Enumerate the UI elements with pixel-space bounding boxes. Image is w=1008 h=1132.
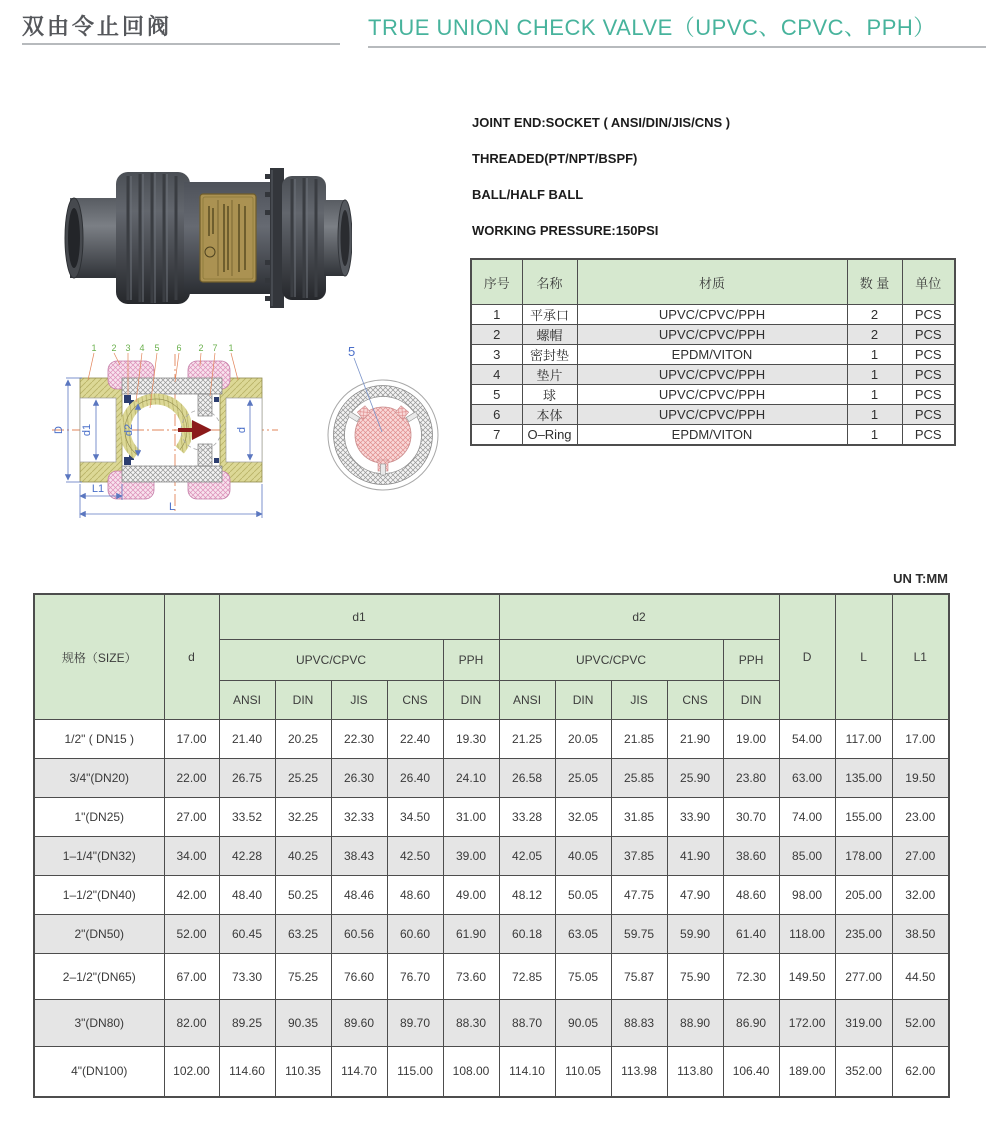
value-cell: 32.05 xyxy=(555,798,611,837)
callout-7: 7 xyxy=(212,343,218,353)
value-cell: 38.50 xyxy=(892,915,949,954)
dim-label-d1: d1 xyxy=(81,423,93,437)
value-cell: 60.18 xyxy=(499,915,555,954)
value-cell: 22.30 xyxy=(331,720,387,759)
value-cell: 72.85 xyxy=(499,954,555,1000)
value-cell: 54.00 xyxy=(779,720,835,759)
value-cell: 33.90 xyxy=(667,798,723,837)
parts-cell: UPVC/CPVC/PPH xyxy=(577,325,847,345)
value-cell: 88.30 xyxy=(443,1000,499,1047)
parts-row xyxy=(471,305,955,325)
value-cell: 41.90 xyxy=(667,837,723,876)
parts-cell: PCS xyxy=(902,425,955,446)
dimension-row xyxy=(34,720,949,759)
d2-std-ansi: ANSI xyxy=(499,681,555,720)
valve-label xyxy=(200,194,256,282)
value-cell: 85.00 xyxy=(779,837,835,876)
value-cell: 25.25 xyxy=(275,759,331,798)
detail-callout-5: 5 xyxy=(348,344,356,359)
value-cell: 20.05 xyxy=(555,720,611,759)
parts-col-unit: 单位 xyxy=(902,259,955,305)
value-cell: 75.05 xyxy=(555,954,611,1000)
value-cell: 32.33 xyxy=(331,798,387,837)
value-cell: 25.85 xyxy=(611,759,667,798)
d2-std-jis: JIS xyxy=(611,681,667,720)
value-cell: 34.50 xyxy=(387,798,443,837)
parts-cell: 1 xyxy=(847,425,902,446)
value-cell: 89.70 xyxy=(387,1000,443,1047)
parts-table-body xyxy=(471,305,955,446)
callout-4: 4 xyxy=(139,343,145,353)
parts-cell: PCS xyxy=(902,405,955,425)
value-cell: 88.70 xyxy=(499,1000,555,1047)
value-cell: 38.60 xyxy=(723,837,779,876)
value-cell: 48.40 xyxy=(219,876,275,915)
spec-threaded: THREADED(PT/NPT/BSPF) xyxy=(472,151,638,166)
value-cell: 117.00 xyxy=(835,720,892,759)
dimension-row xyxy=(34,1000,949,1047)
value-cell: 48.60 xyxy=(723,876,779,915)
value-cell: 42.00 xyxy=(164,876,219,915)
value-cell: 73.30 xyxy=(219,954,275,1000)
value-cell: 72.30 xyxy=(723,954,779,1000)
parts-cell: 1 xyxy=(847,345,902,365)
size-cell: 1/2" ( DN15 ) xyxy=(34,720,164,759)
value-cell: 47.90 xyxy=(667,876,723,915)
value-cell: 82.00 xyxy=(164,1000,219,1047)
page-title-chinese: 双由令止回阀 xyxy=(22,14,173,39)
value-cell: 40.25 xyxy=(275,837,331,876)
value-cell: 178.00 xyxy=(835,837,892,876)
d1-std-cns: CNS xyxy=(387,681,443,720)
value-cell: 114.70 xyxy=(331,1047,387,1097)
size-cell: 2–1/2"(DN65) xyxy=(34,954,164,1000)
d1-pph: PPH xyxy=(443,640,499,681)
parts-col-name: 名称 xyxy=(522,259,577,305)
dim-label-d2: d2 xyxy=(123,423,135,437)
value-cell: 50.05 xyxy=(555,876,611,915)
parts-cell: 6 xyxy=(471,405,522,425)
dim-label-d: d xyxy=(236,426,248,434)
value-cell: 88.90 xyxy=(667,1000,723,1047)
callout-3: 3 xyxy=(125,343,131,353)
value-cell: 114.60 xyxy=(219,1047,275,1097)
value-cell: 73.60 xyxy=(443,954,499,1000)
value-cell: 59.75 xyxy=(611,915,667,954)
unit-note: UN T:MM xyxy=(893,571,948,586)
dimension-row xyxy=(34,1047,949,1097)
d2-upvc-cpvc: UPVC/CPVC xyxy=(499,640,723,681)
dim-label-L1: L1 xyxy=(91,483,105,495)
value-cell: 235.00 xyxy=(835,915,892,954)
value-cell: 22.00 xyxy=(164,759,219,798)
value-cell: 25.05 xyxy=(555,759,611,798)
parts-table xyxy=(470,258,956,446)
value-cell: 75.90 xyxy=(667,954,723,1000)
value-cell: 118.00 xyxy=(779,915,835,954)
parts-cell: 2 xyxy=(847,325,902,345)
parts-cell: PCS xyxy=(902,365,955,385)
value-cell: 59.90 xyxy=(667,915,723,954)
callout-1a: 1 xyxy=(91,343,97,353)
value-cell: 52.00 xyxy=(164,915,219,954)
value-cell: 17.00 xyxy=(164,720,219,759)
callout-6: 6 xyxy=(176,343,182,353)
d1-std-ansi: ANSI xyxy=(219,681,275,720)
parts-cell: 密封垫 xyxy=(522,345,577,365)
value-cell: 27.00 xyxy=(892,837,949,876)
value-cell: 90.35 xyxy=(275,1000,331,1047)
size-cell: 4"(DN100) xyxy=(34,1047,164,1097)
value-cell: 352.00 xyxy=(835,1047,892,1097)
value-cell: 48.46 xyxy=(331,876,387,915)
value-cell: 19.00 xyxy=(723,720,779,759)
value-cell: 172.00 xyxy=(779,1000,835,1047)
size-cell: 1"(DN25) xyxy=(34,798,164,837)
value-cell: 21.25 xyxy=(499,720,555,759)
value-cell: 48.12 xyxy=(499,876,555,915)
value-cell: 47.75 xyxy=(611,876,667,915)
value-cell: 89.25 xyxy=(219,1000,275,1047)
size-cell: 2"(DN50) xyxy=(34,915,164,954)
value-cell: 34.00 xyxy=(164,837,219,876)
value-cell: 44.50 xyxy=(892,954,949,1000)
dimension-row xyxy=(34,954,949,1000)
value-cell: 88.83 xyxy=(611,1000,667,1047)
value-cell: 89.60 xyxy=(331,1000,387,1047)
value-cell: 48.60 xyxy=(387,876,443,915)
parts-row xyxy=(471,405,955,425)
parts-cell: PCS xyxy=(902,385,955,405)
value-cell: 102.00 xyxy=(164,1047,219,1097)
ball-detail-view xyxy=(328,344,438,490)
callout-2b: 2 xyxy=(198,343,204,353)
value-cell: 23.80 xyxy=(723,759,779,798)
value-cell: 74.00 xyxy=(779,798,835,837)
value-cell: 38.43 xyxy=(331,837,387,876)
value-cell: 90.05 xyxy=(555,1000,611,1047)
value-cell: 49.00 xyxy=(443,876,499,915)
parts-cell: PCS xyxy=(902,325,955,345)
value-cell: 42.50 xyxy=(387,837,443,876)
value-cell: 63.05 xyxy=(555,915,611,954)
d1-upvc-cpvc: UPVC/CPVC xyxy=(219,640,443,681)
parts-cell: 2 xyxy=(847,305,902,325)
parts-cell: O–Ring xyxy=(522,425,577,446)
parts-row xyxy=(471,385,955,405)
value-cell: 60.56 xyxy=(331,915,387,954)
value-cell: 75.87 xyxy=(611,954,667,1000)
title-underline-left xyxy=(22,43,340,45)
parts-cell: 平承口 xyxy=(522,305,577,325)
parts-cell: UPVC/CPVC/PPH xyxy=(577,305,847,325)
callout-1b: 1 xyxy=(228,343,234,353)
value-cell: 98.00 xyxy=(779,876,835,915)
value-cell: 19.30 xyxy=(443,720,499,759)
value-cell: 60.60 xyxy=(387,915,443,954)
size-cell: 1–1/2"(DN40) xyxy=(34,876,164,915)
value-cell: 114.10 xyxy=(499,1047,555,1097)
value-cell: 63.00 xyxy=(779,759,835,798)
parts-cell: 5 xyxy=(471,385,522,405)
value-cell: 205.00 xyxy=(835,876,892,915)
parts-cell: 1 xyxy=(847,385,902,405)
page-title-english: TRUE UNION CHECK VALVE（UPVC、CPVC、PPH） xyxy=(368,15,936,40)
parts-cell: UPVC/CPVC/PPH xyxy=(577,385,847,405)
parts-cell: UPVC/CPVC/PPH xyxy=(577,365,847,385)
col-D: D xyxy=(779,594,835,720)
dim-header-row-1 xyxy=(34,594,949,640)
value-cell: 40.05 xyxy=(555,837,611,876)
dimension-table xyxy=(33,593,950,1098)
parts-cell: 本体 xyxy=(522,405,577,425)
parts-row xyxy=(471,325,955,345)
parts-cell: 2 xyxy=(471,325,522,345)
value-cell: 149.50 xyxy=(779,954,835,1000)
parts-col-material: 材质 xyxy=(577,259,847,305)
value-cell: 62.00 xyxy=(892,1047,949,1097)
group-d1: d1 xyxy=(219,594,499,640)
parts-cell: 1 xyxy=(471,305,522,325)
value-cell: 52.00 xyxy=(892,1000,949,1047)
value-cell: 17.00 xyxy=(892,720,949,759)
group-d2: d2 xyxy=(499,594,779,640)
d1-std-din: DIN xyxy=(275,681,331,720)
parts-cell: 垫片 xyxy=(522,365,577,385)
parts-cell: 螺帽 xyxy=(522,325,577,345)
callout-5: 5 xyxy=(154,343,160,353)
d2-std-din: DIN xyxy=(555,681,611,720)
value-cell: 76.60 xyxy=(331,954,387,1000)
parts-col-no: 序号 xyxy=(471,259,522,305)
d2-pph: PPH xyxy=(723,640,779,681)
value-cell: 319.00 xyxy=(835,1000,892,1047)
value-cell: 110.35 xyxy=(275,1047,331,1097)
parts-row xyxy=(471,365,955,385)
value-cell: 86.90 xyxy=(723,1000,779,1047)
part-callouts xyxy=(91,343,233,353)
value-cell: 277.00 xyxy=(835,954,892,1000)
spec-ball: BALL/HALF BALL xyxy=(472,187,584,202)
value-cell: 24.10 xyxy=(443,759,499,798)
value-cell: 63.25 xyxy=(275,915,331,954)
value-cell: 115.00 xyxy=(387,1047,443,1097)
parts-col-qty: 数 量 xyxy=(847,259,902,305)
value-cell: 32.00 xyxy=(892,876,949,915)
value-cell: 61.40 xyxy=(723,915,779,954)
value-cell: 26.75 xyxy=(219,759,275,798)
value-cell: 110.05 xyxy=(555,1047,611,1097)
parts-cell: 1 xyxy=(847,405,902,425)
dimension-row xyxy=(34,759,949,798)
size-cell: 1–1/4"(DN32) xyxy=(34,837,164,876)
col-L: L xyxy=(835,594,892,720)
value-cell: 113.80 xyxy=(667,1047,723,1097)
valve-section-diagram xyxy=(38,340,468,530)
spec-list xyxy=(472,114,730,258)
col-size: 规格（SIZE） xyxy=(34,594,164,720)
parts-cell: 4 xyxy=(471,365,522,385)
value-cell: 61.90 xyxy=(443,915,499,954)
value-cell: 25.90 xyxy=(667,759,723,798)
value-cell: 155.00 xyxy=(835,798,892,837)
col-d: d xyxy=(164,594,219,720)
title-underline-right xyxy=(368,46,986,48)
parts-cell: PCS xyxy=(902,345,955,365)
value-cell: 50.25 xyxy=(275,876,331,915)
value-cell: 106.40 xyxy=(723,1047,779,1097)
value-cell: 76.70 xyxy=(387,954,443,1000)
value-cell: 113.98 xyxy=(611,1047,667,1097)
value-cell: 19.50 xyxy=(892,759,949,798)
value-cell: 26.40 xyxy=(387,759,443,798)
value-cell: 60.45 xyxy=(219,915,275,954)
value-cell: 31.85 xyxy=(611,798,667,837)
dimension-table-body xyxy=(34,720,949,1097)
value-cell: 31.00 xyxy=(443,798,499,837)
callout-2a: 2 xyxy=(111,343,117,353)
value-cell: 33.52 xyxy=(219,798,275,837)
parts-cell: 1 xyxy=(847,365,902,385)
parts-cell: UPVC/CPVC/PPH xyxy=(577,405,847,425)
col-L1: L1 xyxy=(892,594,949,720)
dimension-row xyxy=(34,798,949,837)
spec-working-pressure: WORKING PRESSURE:150PSI xyxy=(472,223,659,238)
d2-std-cns: CNS xyxy=(667,681,723,720)
value-cell: 67.00 xyxy=(164,954,219,1000)
dimension-row xyxy=(34,915,949,954)
parts-cell: EPDM/VITON xyxy=(577,345,847,365)
value-cell: 32.25 xyxy=(275,798,331,837)
value-cell: 39.00 xyxy=(443,837,499,876)
parts-cell: 球 xyxy=(522,385,577,405)
value-cell: 42.28 xyxy=(219,837,275,876)
parts-row xyxy=(471,425,955,446)
dim-label-L: L xyxy=(168,501,176,513)
value-cell: 42.05 xyxy=(499,837,555,876)
value-cell: 21.40 xyxy=(219,720,275,759)
size-cell: 3"(DN80) xyxy=(34,1000,164,1047)
dimension-row xyxy=(34,876,949,915)
d1-std-jis: JIS xyxy=(331,681,387,720)
value-cell: 75.25 xyxy=(275,954,331,1000)
parts-row xyxy=(471,345,955,365)
size-cell: 3/4"(DN20) xyxy=(34,759,164,798)
parts-cell: 3 xyxy=(471,345,522,365)
value-cell: 108.00 xyxy=(443,1047,499,1097)
value-cell: 26.58 xyxy=(499,759,555,798)
parts-cell: EPDM/VITON xyxy=(577,425,847,446)
value-cell: 189.00 xyxy=(779,1047,835,1097)
value-cell: 27.00 xyxy=(164,798,219,837)
value-cell: 26.30 xyxy=(331,759,387,798)
value-cell: 20.25 xyxy=(275,720,331,759)
d1-std-pph-din: DIN xyxy=(443,681,499,720)
spec-joint-end: JOINT END:SOCKET ( ANSI/DIN/JIS/CNS ) xyxy=(472,115,731,130)
parts-cell: PCS xyxy=(902,305,955,325)
dimension-row xyxy=(34,837,949,876)
value-cell: 30.70 xyxy=(723,798,779,837)
value-cell: 135.00 xyxy=(835,759,892,798)
value-cell: 22.40 xyxy=(387,720,443,759)
dim-label-D: D xyxy=(53,426,65,434)
valve-product-photo xyxy=(62,148,352,326)
value-cell: 21.85 xyxy=(611,720,667,759)
value-cell: 37.85 xyxy=(611,837,667,876)
value-cell: 23.00 xyxy=(892,798,949,837)
parts-header-row xyxy=(471,259,955,305)
d2-std-pph-din: DIN xyxy=(723,681,779,720)
value-cell: 21.90 xyxy=(667,720,723,759)
value-cell: 33.28 xyxy=(499,798,555,837)
parts-cell: 7 xyxy=(471,425,522,446)
